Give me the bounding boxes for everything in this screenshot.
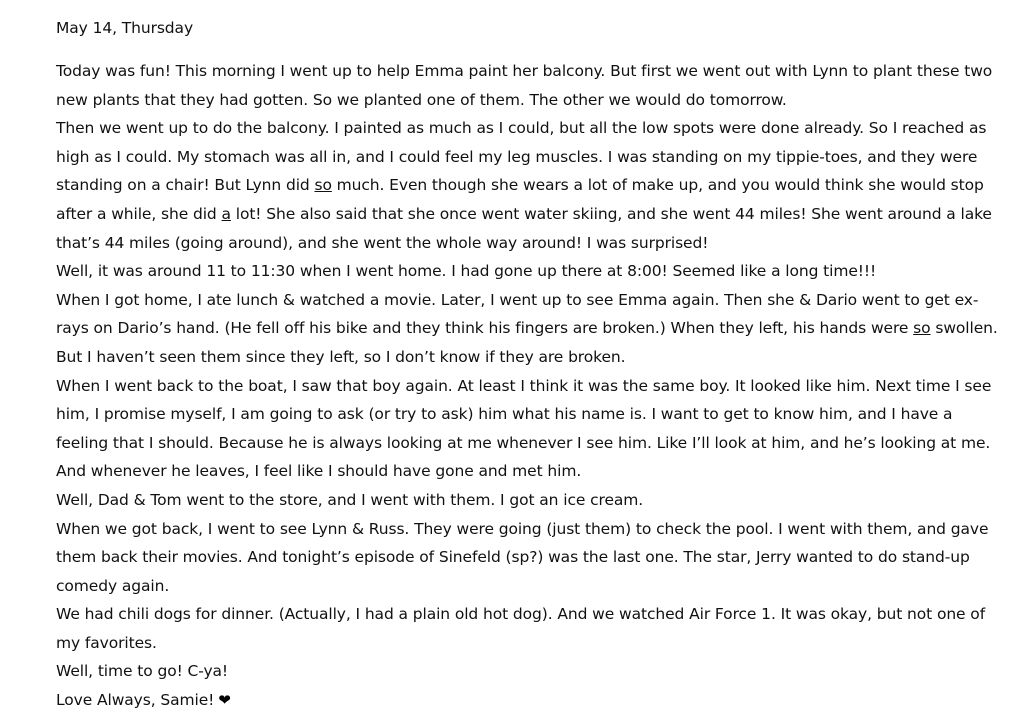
paragraph-text: We had chili dogs for dinner. (Actually, I had a plain old hot dog). And we watched Air Force 1. It was okay, but not one of my favorites. xyxy=(56,605,986,652)
entry-paragraph xyxy=(56,286,1001,372)
paragraph-text: When I went back to the boat, I saw that boy again. At least I think it was the same boy. It looked like him. Next time I see him, I promise myself, I am going to ask (or try to ask) him what his name is. I want to get to know him, and I have a feeling that I should. Because he is always looking at me whenever I see him. Like I’ll look at him, and he’s looking at me. And whenever he leaves, I feel like I should have gone and met him. xyxy=(56,376,992,481)
paragraph-text: Well, it was around 11 to 11:30 when I went home. I had gone up there at 8:00! Seemed like a long time!!! xyxy=(56,262,877,281)
entry-paragraph xyxy=(56,114,1001,257)
entry-paragraph xyxy=(56,486,1001,515)
journal-page xyxy=(56,14,1001,715)
paragraph-text: When I got home, I ate lunch & watched a movie. Later, I went up to see Emma again. Then she & Dario went to get ex-rays on Dario’s hand. (He fell off his bike and they think his fingers are broken.) When they left, his hands were xyxy=(56,290,979,338)
paragraph-text: lot! She also said that she once went water skiing, and she went 44 miles! She went around a lake that’s 44 miles (going around), and she went the whole way around! I was surprised! xyxy=(56,204,992,252)
paragraph-text: When we got back, I went to see Lynn & Russ. They were going (just them) to check the pool. I went with them, and gave them back their movies. And tonight’s episode of Sinefeld (sp?) was the last one. The star, Jerry wanted to do stand-up comedy again. xyxy=(56,519,989,595)
entry-date: May 14, Thursday xyxy=(56,19,194,37)
entry-paragraph xyxy=(56,372,1001,486)
paragraph-text: swollen. But I haven’t seen them since they left, so I don’t know if they are broken. xyxy=(56,319,998,366)
underlined-text: so xyxy=(314,176,332,195)
heart-icon: ❤ xyxy=(218,691,231,710)
paragraph-text: Today was fun! This morning I went up to help Emma paint her balcony. But first we went out with Lynn to plant these two new plants that they had gotten. So we planted one of them. The other we would do tomorrow. xyxy=(56,62,993,109)
entry-paragraph xyxy=(56,57,1001,114)
entry-body xyxy=(56,57,1001,657)
signature-line xyxy=(56,686,1001,715)
paragraph-text: much. Even though she wears a lot of make up, and you would think she would stop after a while, she did xyxy=(56,176,984,223)
paragraph-text: Well, Dad & Tom went to the store, and I went with them. I got an ice cream. xyxy=(56,490,644,509)
paragraph-text: Then we went up to do the balcony. I painted as much as I could, but all the low spots were done already. So I reached as high as I could. My stomach was all in, and I could feel my leg muscles. I was standing on my tippie-toes, and they were standing on a chair! But Lynn did xyxy=(56,119,987,195)
signoff-line: Well, time to go! C-ya! xyxy=(56,662,229,681)
signature-text: Love Always, Samie! xyxy=(56,691,215,710)
underlined-text: a xyxy=(221,204,231,223)
entry-paragraph xyxy=(56,600,1001,657)
entry-paragraph xyxy=(56,515,1001,601)
underlined-text: so xyxy=(913,319,931,338)
entry-paragraph xyxy=(56,257,1001,286)
